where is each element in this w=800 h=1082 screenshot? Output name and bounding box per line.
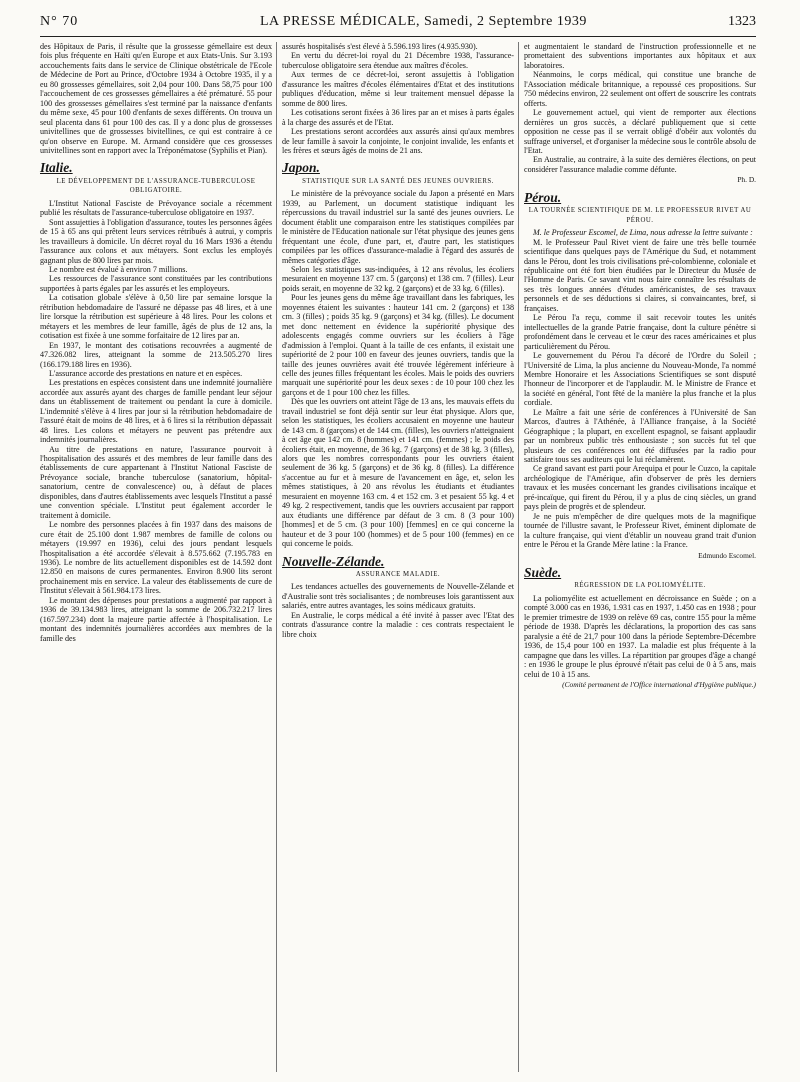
paragraph: Le montant des dépenses pour prestations a augmenté par rapport à 1936 de 39.134.983 lires, atteignant la somme de 206.732.217 lires (167.597.234) dont la majeure partie affectée à l'hospitalisation. Le montant des indemnités journalières accordées aux membres de la famille des (40, 595, 272, 643)
column-divider (276, 42, 277, 1072)
article-subheading: LA TOURNÉE SCIENTIFIQUE DE M. LE PROFESSEUR RIVET AU PÉROU. (528, 207, 752, 224)
column-divider (518, 42, 519, 1072)
paragraph: En 1937, le montant des cotisations recouvrées a augmenté de 47.326.082 lires, atteignant la somme de 213.505.270 lires (166.179.188 lires en 1936). (40, 340, 272, 369)
paragraph: Les tendances actuelles des gouvernements de Nouvelle-Zélande et d'Australie sont très socialisantes ; de nombreuses lois garantissent aux salariés, entre autres avantages, les soins médicaux gratuits. (282, 582, 514, 611)
paragraph: Le gouvernement du Pérou l'a décoré de l'Ordre du Soleil ; l'Université de Lima, la plus ancienne du Nouveau-Monde, l'a nommé Membre Honoraire et les Associations Scientifiques se sont disputé l'honneur de l'incorporer et de l'applaudir. M. le Ministre de France et la société en général, l'ont fêté de la manière la plus franche et la plus cordiale. (524, 351, 756, 408)
paragraph: Dès que les ouvriers ont atteint l'âge de 13 ans, les mauvais effets du travail industriel se font déjà sentir sur leur état physique. Alors que, selon les statistiques, les écoliers accusaient en moyenne une hauteur de 143 cm. 8 (garçons) et de 144 cm. (filles), les ouvriers n'atteignaient à cet âge que 142 cm. 8 (hommes) et 141 cm. (femmes) ; le poids des écoliers était, en moyenne, de 36 kg. 7 (garçons) et de 38 kg. 3 (filles), alors que les nombres correspondants pour les ouvriers étaient seulement de 36 kg. 5 (garçons) et de 36 kg. 8 (filles). La différence s'accentue au fur et à mesure de l'avancement en âge, et, selon les mêmes statistiques, à 20 ans révolus les étudiants et étudiantes mesuraient en moyenne 163 cm. 4 et 152 cm. 3 et pesaient 55 kg. 4 et 49 kg. 2 respectivement, tandis que les ouvriers accusaient par rapport aux étudiants une différence par défaut de 3 cm. 8 (3 pour 100) [hommes] et de 5 cm. (3 pour 100) [femmes] en ce qui concerne la hauteur et de 3 pour 100 (hommes) et de 5 pour 100 (femmes) en ce qui concerne le poids. (282, 397, 514, 549)
issue-number: N° 70 (40, 14, 79, 29)
paragraph: Sont assujetties à l'obligation d'assurance, toutes les personnes âgées de 15 à 65 ans qui prêtent leurs services rétribués à autrui, y compris les travailleurs à domicile. Un décret royal du 16 Mars 1936 a étendu l'assurance aux colons et aux métayers. Sont exclus les employés gagnant plus de 800 lires par mois. (40, 217, 272, 265)
author-signature: Edmundo Escomel. (698, 550, 756, 560)
paragraph: assurés hospitalisés s'est élevé à 5.596.193 lires (4.935.930). (282, 42, 478, 51)
paragraph: L'assurance accorde des prestations en nature et en espèces. (49, 368, 243, 378)
section-heading-suede: Suède. (524, 565, 562, 581)
paragraph: Les prestations en espèces consistent dans une indemnité journalière accordée aux assurés ayant des charges de famille pendant leur séjour dans un établissement de traitement ou pendant la cure à domicile. L'indemnité s'élève à 4 lires par jour si la rétribution hebdomadaire de l'assuré était de moins de 48 lires, et à 6 lires si la rétribution dépassait 48 lires. Les colons et métayers ne peuvent pas prétendre aux indemnités journalières. (40, 378, 272, 445)
paragraph: Ce grand savant est parti pour Arequipa et pour le Cuzco, la capitale archéologique de l'Amérique, afin d'observer de près les derniers travaux et les musées concernant les grandes civilisations incaïque et pré-incaïque, qui firent du Pérou, il y a plus de cinq siècles, un grand pays plein de progrès et de splendeur. (524, 464, 756, 512)
paragraph: Les cotisations seront fixées à 36 lires par an et mises à parts égales à la charge des assurés et de l'Etat. (282, 108, 514, 127)
paragraph: Selon les statistiques sus-indiquées, à 12 ans révolus, les écoliers mesuraient en moyenne 137 cm. 5 (garçons) et 138 cm. 7 (filles). Leur poids serait, en moyenne de 32 kg. 2 (garçons) et de 33 kg. 6 (filles). (282, 264, 514, 293)
paragraph: Néanmoins, le corps médical, qui constitue une branche de l'Association médicale britannique, a repoussé ces propositions. Sur 750 médecins environ, 22 seulement ont offert de souscrire les contrats offerts. (524, 70, 756, 108)
page-number: 1323 (728, 14, 756, 29)
paragraph: L'Institut National Fasciste de Prévoyance sociale a récemment publié les résultats de l'assurance-tuberculose obligatoire en 1937. (40, 198, 272, 218)
column-3 (524, 42, 756, 689)
section-heading-perou: Pérou. (524, 189, 562, 205)
page-header (40, 14, 756, 36)
paragraph: et augmentaient le standard de l'instruction professionnelle et ne promettaient des subventions importantes aux hôpitaux et aux laboratoires. (524, 42, 756, 70)
paragraph: Le nombre des personnes placées à fin 1937 dans des maisons de cure était de 25.100 dont 1.987 membres de famille de colons ou métayers (19.997 en 1936), celui des jours pendant lesquels l'hospitalisation a été accordée s'élevait à 8.575.662 (7.195.783 en 1936). Le nombre de lits actuellement disponibles est de 14.592 dont 12.850 en maisons de cures permanentes. Environ 8.900 lits seront prochainement mis en service. La valeur des établissements de cure de l'Institut s'élevait à 561.984.173 lires. (40, 520, 272, 596)
paragraph: M. le Professeur Escomel, de Lima, nous adresse la lettre suivante : (533, 228, 753, 238)
paragraph: Je ne puis m'empêcher de dire quelques mots de la magnifique tournée de l'illustre savant, le Professeur Rivet, éminent diplomate de la culture française, qui vient d'établir un nouveau grand trait d'union entre le Pérou et la Grande Mère latine : la France. (524, 511, 756, 550)
section-heading-italie: Italie. (40, 160, 73, 176)
paragraph: Les prestations seront accordées aux assurés ainsi qu'aux membres de leur famille à savoir la conjointe, le conjoint invalide, les enfants et les frères et sœurs âgés de moins de 21 ans. (282, 127, 514, 155)
paragraph: Les ressources de l'assurance sont constituées par les contributions supportées à parts égales par les assurés et les employeurs. (40, 274, 272, 293)
paragraph: des Hôpitaux de Paris, il résulte que la grossesse gémellaire est deux fois plus fréquente en Haïti qu'en Europe et aux Etats-Unis. Sur 3.193 accouchements faits dans le service de Clinique obstétricale de l'Ecole de Médecine de Port au Prince, d'Octobre 1934 à Octobre 1935, il y a eu 80 grossesses gémellaires, soit 2,04 pour 100. Dans 58,75 pour 100 l'accouchement de ces grossesses gémellaires a été prématuré. 55 pour 100 des grossesses gémellaires s'est terminé par la naissance d'enfants du même sexe, 45 pour 100 d'enfants de sexes différents. On trouva un seul placenta dans 61 pour 100 des cas. Il y a donc plus de grossesses univitellines que de grossesses bivitellines, ce qui est contraire à ce qu'on observe en Europe. M. Armand considère que ces grossesses univitellines sont en rapport avec la Tréponématose (Syphilis et Pian). (40, 42, 272, 155)
article-subheading: RÉGRESSION DE LA POLIOMYÉLITE. (574, 582, 706, 590)
paragraph: Pour les jeunes gens du même âge travaillant dans les fabriques, les moyennes étaient les suivantes : hauteur 141 cm. 2 (garçons) et 138 cm. 3 (filles) ; poids 35 kg. 9 (garçons) et 34 kg. (filles). Le document met donc nettement en évidence la supériorité physique des adolescents engagés comme ouvriers sur les écoliers à l'âge d'admission à l'emploi. Quant à la taille de ces enfants, il existait une supériorité de 2 pour 100 en faveur des jeunes ouvriers, tandis que la taille des jeunes ouvrières avait été trouvée légèrement inférieure à celle des jeunes filles fréquentant les écoles. Mais le poids des ouvriers marquait une supériorité pour les deux sexes : de 10 pour 100 chez les garçons et de 1 pour 100 chez les filles. (282, 293, 514, 397)
section-heading-japon: Japon. (282, 160, 320, 176)
paragraph: La poliomyélite est actuellement en décroissance en Suède ; on a compté 3.000 cas en 1936, 1.931 cas en 1937, 1.450 cas en 1938 ; pour le premier trimestre de 1939 on relève 69 cas, contre 155 pour la même période de 1938. D'après les déclarations, la proportion des cas sans paralysie a été de 21,7 pour 100 dans la période Septembre-Décembre 1936, de 15,4 pour 100 en 1937. La maladie est plus fréquente à la campagne que dans les villes. La répartition par groupes d'âge a changé : en 1936 le groupe le plus éprouvé n'était pas celui de 0 à 5 ans, mais celui de 10 à 15 ans. (524, 593, 756, 679)
paragraph: En Australie, le corps médical a été invité à passer avec l'Etat des contrats d'assurance contre la maladie : ces contrats respectaient le libre choix (282, 610, 514, 639)
column-2 (282, 42, 514, 639)
article-subheading: STATISTIQUE SUR LA SANTÉ DES JEUNES OUVRIERS. (302, 177, 494, 185)
paragraph: Le gouvernement actuel, qui vient de remporter aux élections dernières un gros succès, a déclaré publiquement que si cette opposition ne cesse pas il se verrait obligé d'obéir aux volontés du suffrage universel, et d'organiser la médecine sous le contrôle absolu de l'Etat. (524, 108, 756, 155)
header-rule (40, 36, 756, 37)
paragraph: Le nombre est évalué à environ 7 millions. (49, 264, 188, 274)
paragraph: Au titre de prestations en nature, l'assurance pourvoit à l'hospitalisation des assurés et des membres de leur famille dans des établissements de cure appartenant à l'Institut National Fasciste de Prévoyance sociale, branche tuberculose (sanatorium, hôpital-sanatorium, centre de convalescence) ou, à défaut de places disponibles, dans d'autres établissements avec lesquels l'Institut a passé une convention spéciale. L'Institut peut également accorder le traitement à domicile. (40, 444, 272, 520)
section-heading-nouvelle-zelande: Nouvelle-Zélande. (282, 553, 385, 569)
paragraph: En vertu du décret-loi royal du 21 Décembre 1938, l'assurance-tuberculose obligatoire sera étendue aux maîtres d'écoles. (282, 51, 514, 70)
article-subheading: LE DÉVELOPPEMENT DE L'ASSURANCE-TUBERCULOSE OBLIGATOIRE. (56, 177, 256, 195)
paragraph: M. le Professeur Paul Rivet vient de faire une très belle tournée scientifique dans quelques pays de l'Amérique du Sud, et notamment dans le Pérou, dont les trois civilisations pré-colombienne, coloniale et républicaine ont été fort bien étudiées par le Directeur du Musée de l'Homme de Paris. Ce savant vint nous faire connaître les résultats de ses très longues années d'études américanistes, de ses travaux personnels et de ses déductions si claires, si convaincantes, bref, si françaises. (524, 237, 756, 313)
column-1 (40, 42, 272, 643)
author-signature: Ph. D. (737, 175, 756, 185)
paragraph: Le ministère de la prévoyance sociale du Japon a présenté en Mars 1939, au Parlement, un document statistique indiquant les répercussions du travail industriel sur la santé des jeunes ouvriers. Le document établit une comparaison entre les statistiques compilées par le ministère de l'Education nationale sur l'état physique des jeunes gens fréquentant une école, d'une part, et, d'autre part, les statistiques compilées par les offices d'assurance-maladie à l'égard des assurés de mêmes catégories d'âge. (282, 189, 514, 265)
paragraph: La cotisation globale s'élève à 0,50 lire par semaine lorsque la rétribution hebdomadaire de l'assuré ne dépasse pas 48 lires, et à une lire lorsque la rétribution est supérieure à 48 lires. Pour les colons et métayers et les membres de leur famille, âgés de plus de 12 ans, la cotisation est fixée à une somme forfaitaire de 12 lires par an. (40, 293, 272, 341)
source-credit: (Comité permanent de l'Office international d'Hygiène publique.) (562, 680, 756, 689)
paragraph: Aux termes de ce décret-loi, seront assujettis à l'obligation d'assurance les maîtres d'écoles élémentaires d'Etat et des institutions publiques d'éducation, même si leur traitement mensuel dépasse la somme de 800 lires. (282, 70, 514, 108)
article-subheading: ASSURANCE MALADIE. (355, 571, 441, 579)
paragraph: Le Pérou l'a reçu, comme il sait recevoir toutes les unités intellectuelles de la grande Patrie française, dont la culture pénètre si profondément dans le cerveau et le cœur des races américaines et plus particulièrement du Pérou. (524, 313, 756, 351)
paragraph: En Australie, au contraire, à la suite des dernières élections, on peut considérer l'assurance maladie comme défunte. (524, 155, 756, 174)
journal-title: LA PRESSE MÉDICALE, Samedi, 2 Septembre 1939 (260, 14, 587, 29)
paragraph: Le Maître a fait une série de conférences à l'Université de San Marcos, d'autres à l'Athénée, à l'Alliance française, à la Société Géographique ; la plupart, en excellent espagnol, se faisant applaudir par un nombreux public très enthousiaste ; son succès fut tel que plusieurs de ces conférences ont été diffusées par la radio pour satisfaire tous ses auditeurs qui le lui réclamèrent. (524, 407, 756, 465)
